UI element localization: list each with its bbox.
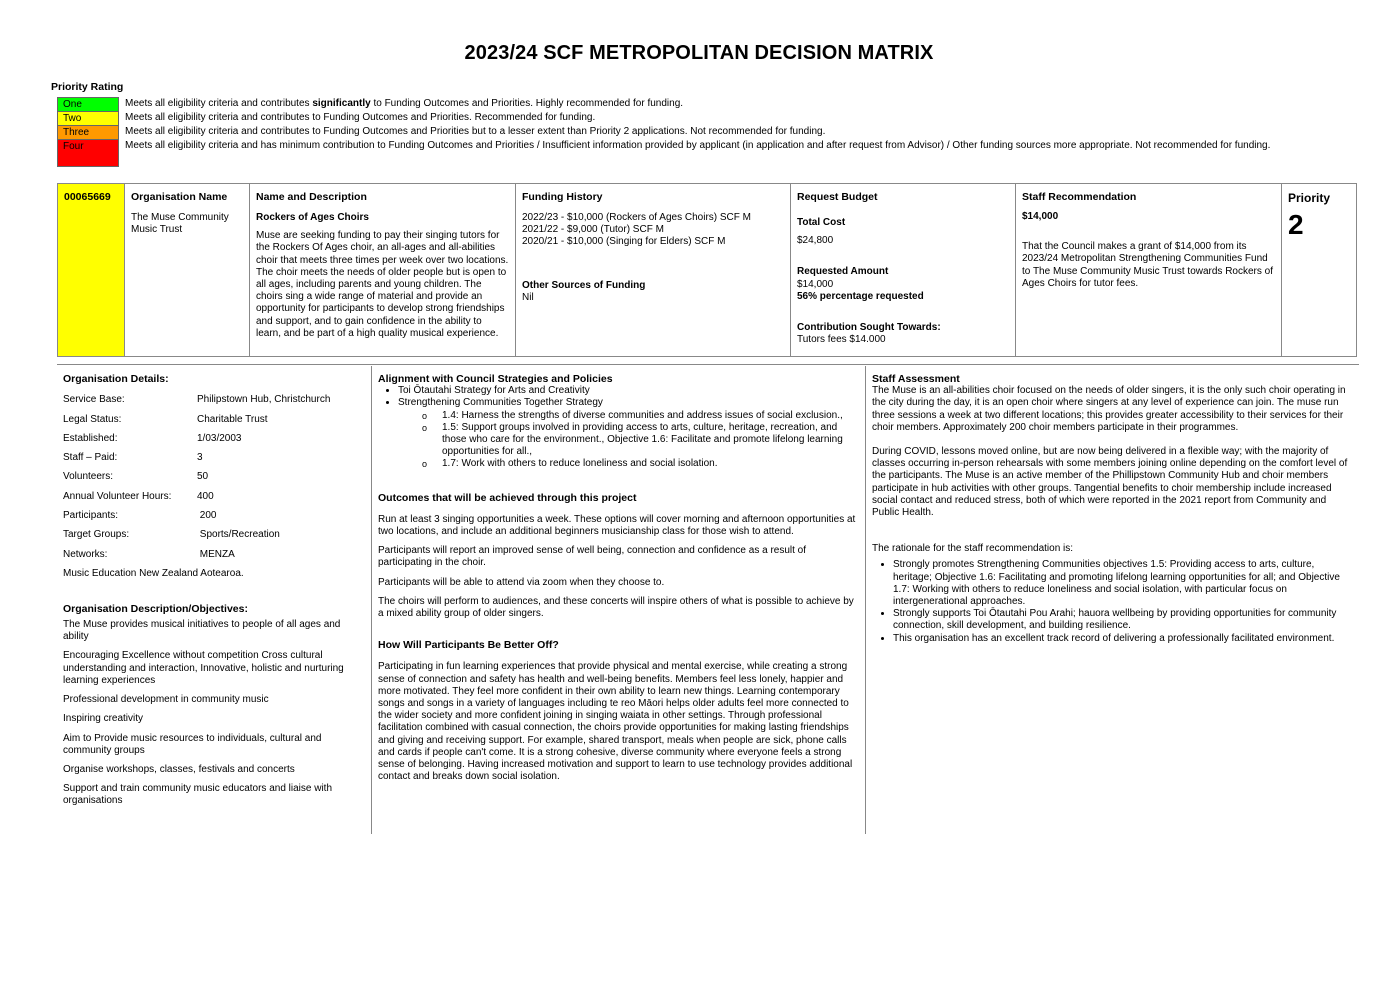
outcome-item: The choirs will perform to audiences, and these concerts will inspire others of what is possible to achieve by a mixed ability group of older singers.	[378, 595, 854, 620]
column-divider-1	[371, 366, 372, 834]
requested-amount-label: Requested Amount	[797, 266, 889, 278]
detail-row: Annual Volunteer Hours: 400	[63, 490, 214, 502]
page-title: 2023/24 SCF METROPOLITAN DECISION MATRIX	[464, 42, 934, 64]
better-off-header: How Will Participants Be Better Off?	[378, 639, 559, 652]
rationale-item: • Strongly supports Toi Ōtautahi Pou Arahi; hauora wellbeing by providing opportunities for community connection, skill development, and building resilience.	[893, 608, 1352, 632]
objective-item: o 1.5: Support groups involved in providing access to arts, culture, heritage, recreation, and those who care for the environment., Objective 1.6: Facilitate and promote lifelong learning opportunities for all.,	[442, 422, 860, 459]
priority-legend	[57, 97, 1307, 167]
other-sources-value: Nil	[522, 291, 534, 303]
outcome-item: Participants will report an improved sense of well being, connection and confidence as a result of participating in the choir.	[378, 545, 807, 569]
organisation-name: The Muse Community Music Trust	[131, 212, 229, 236]
objective-item: Encouraging Excellence without competition Cross cultural understanding and interaction, Innovative, holistic and nurturing learning experiences	[63, 650, 344, 686]
detail-row: Legal Status: Charitable Trust	[63, 413, 268, 425]
legend-desc-two: Meets all eligibility criteria and contributes to Funding Outcomes and Priorities. Recommended for funding.	[125, 112, 596, 123]
percentage-requested: 56% percentage requested	[797, 290, 924, 302]
staff-recommendation-header: Staff Recommendation	[1022, 191, 1137, 203]
legend-swatch-two: Two	[57, 111, 119, 125]
column-divider-2	[865, 366, 866, 834]
staff-assessment-column	[872, 366, 1352, 645]
legend-row-four	[57, 139, 1307, 167]
objective-item: o 1.7: Work with others to reduce loneliness and social isolation.	[442, 458, 860, 470]
staff-assessment-header: Staff Assessment	[872, 373, 960, 385]
total-cost-value: $24,800	[797, 235, 834, 247]
organisation-details-column	[63, 366, 363, 815]
funding-history-item: 2022/23 - $10,000 (Rockers of Ages Choirs) SCF M	[522, 212, 751, 223]
funding-history-header: Funding History	[522, 191, 603, 203]
section-divider	[57, 364, 1359, 365]
alignment-column	[378, 366, 860, 790]
legend-swatch-one: One	[57, 97, 119, 111]
recommended-amount: $14,000	[1022, 211, 1059, 222]
strategy-item: • Toi Ōtautahi Strategy for Arts and Creativity	[398, 385, 860, 397]
legend-swatch-four: Four	[57, 139, 119, 167]
contribution-label: Contribution Sought Towards:	[797, 322, 941, 334]
assessment-paragraph-1: The Muse is an all-abilities choir focused on the needs of older singers, it is the only such choir operating in the city during the day, it is an open choir where singers at any level of experience can join. The muse run three sessions a week at two different locations; this provides greater accessibility to their services for their choir members. Approximately 200 choir members participate in their programmes.	[872, 385, 1346, 433]
project-name: Rockers of Ages Choirs	[256, 212, 369, 223]
outcomes-header: Outcomes that will be achieved through this project	[378, 491, 637, 504]
application-id: 00065669	[64, 191, 111, 203]
strategy-item: • Strengthening Communities Together Strategy	[398, 397, 860, 409]
rationale-intro: The rationale for the staff recommendation is:	[872, 543, 1074, 555]
outcome-item: Run at least 3 singing opportunities a week. These options will cover morning and afternoon opportunities at two locations, and include an additional beginners musicianship class for those wish to attend.	[378, 513, 856, 538]
detail-row: Staff – Paid: 3	[63, 452, 203, 464]
priority-rating-label: Priority Rating	[51, 81, 124, 93]
name-description-header: Name and Description	[256, 191, 367, 203]
assessment-paragraph-2: During COVID, lessons moved online, but are now being delivered in a flexible way; with the majority of classes occurring in-person rehearsals with some members joining online depending on the comfort level of the participants. The Muse is an active member of the Phillipstown Community Hub and choir members participate in hub activities with other groups. Tangential benefits to choir membership include increased social contact and reduced stress, both of which were reported in the 2021 report from Community and Public Health.	[872, 446, 1348, 519]
detail-row: Service Base: Philipstown Hub, Christchurch	[63, 394, 331, 406]
other-sources-header: Other Sources of Funding	[522, 279, 646, 291]
objective-item: Organise workshops, classes, festivals and concerts	[63, 763, 295, 775]
rationale-item: • This organisation has an excellent track record of delivering a professionally facilitated environment.	[893, 633, 1352, 645]
total-cost-label: Total Cost	[797, 217, 846, 228]
rationale-item: • Strongly promotes Strengthening Communities objectives 1.5: Providing access to arts, culture, heritage; Objective 1.6: Facilitating and promoting lifelong learning opportunities for all; and Objective 1.7: Working with others to reduce loneliness and social isolation, with particular focus on intergenerational approaches.	[893, 559, 1352, 608]
organisation-header: Organisation Name	[131, 191, 228, 203]
better-off-text: Participating in fun learning experiences that provide physical and mental exercise, while creating a strong sense of connection and safety has health and well-being benefits. Members feel less lonely, happier and more motivated. They feel more confident in their own ability to learn new things. Learning contemporary songs and songs in a variety of languages including te reo Māori helps older adults feel more connected to the wider society and more confident joining in singing waiata in other settings. Through professional facilitation combined with casual connection, the choirs provide opportunities for making lasting friendships and giving and receiving support. For example, shared transport, meals when people are sick, phone calls and cards if people can't come. It is a strong cohesive, diverse community where everyone feels a strong sense of belonging. Having increased motivation and support to learn to use technology provides additional contact and breaks down social isolation.	[378, 661, 853, 783]
objective-item: The Muse provides musical initiatives to people of all ages and ability	[63, 619, 341, 643]
recommendation-text: That the Council makes a grant of $14,000 from its 2023/24 Metropolitan Strengthening Communities Fund to The Muse Community Music Trust towards Rockers of Ages Choirs for tutor fees.	[1022, 241, 1274, 289]
detail-row: Participants: 200	[63, 509, 217, 521]
legend-swatch-three: Three	[57, 125, 119, 139]
detail-row: Networks: MENZA	[63, 548, 235, 560]
legend-row-two	[57, 111, 1307, 125]
legend-row-one	[57, 97, 1307, 111]
objective-list	[378, 410, 860, 471]
staff-recommendation-cell	[1016, 184, 1282, 356]
organisation-details-header: Organisation Details:	[63, 373, 169, 385]
summary-table	[57, 183, 1357, 357]
detail-row: Target Groups: Sports/Recreation	[63, 529, 280, 541]
funding-history-item: 2020/21 - $10,000 (Singing for Elders) SCF M	[522, 236, 726, 248]
request-budget-header: Request Budget	[797, 191, 878, 203]
organisation-description-header: Organisation Description/Objectives:	[63, 602, 248, 615]
rationale-list	[872, 559, 1352, 644]
alignment-header: Alignment with Council Strategies and Policies	[378, 373, 613, 385]
detail-row: Volunteers: 50	[63, 471, 209, 483]
objective-item: Support and train community music educators and liaise with organisations	[63, 783, 333, 807]
objective-item: Professional development in community music	[63, 694, 269, 706]
requested-amount-value: $14,000	[797, 278, 834, 290]
funding-history-item: 2021/22 - $9,000 (Tutor) SCF M	[522, 224, 664, 236]
objective-item: Aim to Provide music resources to individuals, cultural and community groups	[63, 732, 322, 756]
priority-cell	[1282, 184, 1356, 356]
priority-value: 2	[1288, 209, 1304, 240]
strategy-list	[378, 385, 860, 409]
legend-desc-three: Meets all eligibility criteria and contributes to Funding Outcomes and Priorities but to a lesser extent than Priority 2 applications. Not recommended for funding.	[125, 126, 826, 137]
networks-extra: Music Education New Zealand Aotearoa.	[63, 567, 244, 579]
legend-desc-four: Meets all eligibility criteria and has minimum contribution to Funding Outcomes and Priorities / Insufficient information provided by applicant (in application and after request from Advisor) / Other funding sources more appropriate. Not recommended for funding.	[125, 140, 1271, 151]
objective-item: o 1.4: Harness the strengths of diverse communities and address issues of social exclusion.,	[442, 410, 860, 422]
objective-item: Inspiring creativity	[63, 713, 144, 725]
request-budget-cell	[791, 184, 1016, 356]
detail-row: Established: 1/03/2003	[63, 432, 242, 444]
legend-desc-one: Meets all eligibility criteria and contributes significantly to Funding Outcomes and Priorities. Highly recommended for funding.	[125, 98, 684, 109]
funding-history-cell	[516, 184, 791, 356]
application-id-cell	[58, 184, 125, 356]
priority-header: Priority	[1288, 191, 1331, 205]
organisation-cell	[125, 184, 250, 356]
project-description: Muse are seeking funding to pay their singing tutors for the Rockers Of Ages choir, an all-ages and all-abilities choir that meets three times per week over two locations. The choir meets the needs of older people but is open to all ages, including parents and young children. The choirs sing a wide range of material and provide an opportunity for participants to develop strong friendships and support, and to gain confidence in the ability to learn, and be part of a high quality musical experience.	[256, 230, 509, 339]
name-description-cell	[250, 184, 516, 356]
outcome-item: Participants will be able to attend via zoom when they choose to.	[378, 576, 665, 588]
contribution-value: Tutors fees $14.000	[797, 334, 886, 346]
legend-row-three	[57, 125, 1307, 139]
